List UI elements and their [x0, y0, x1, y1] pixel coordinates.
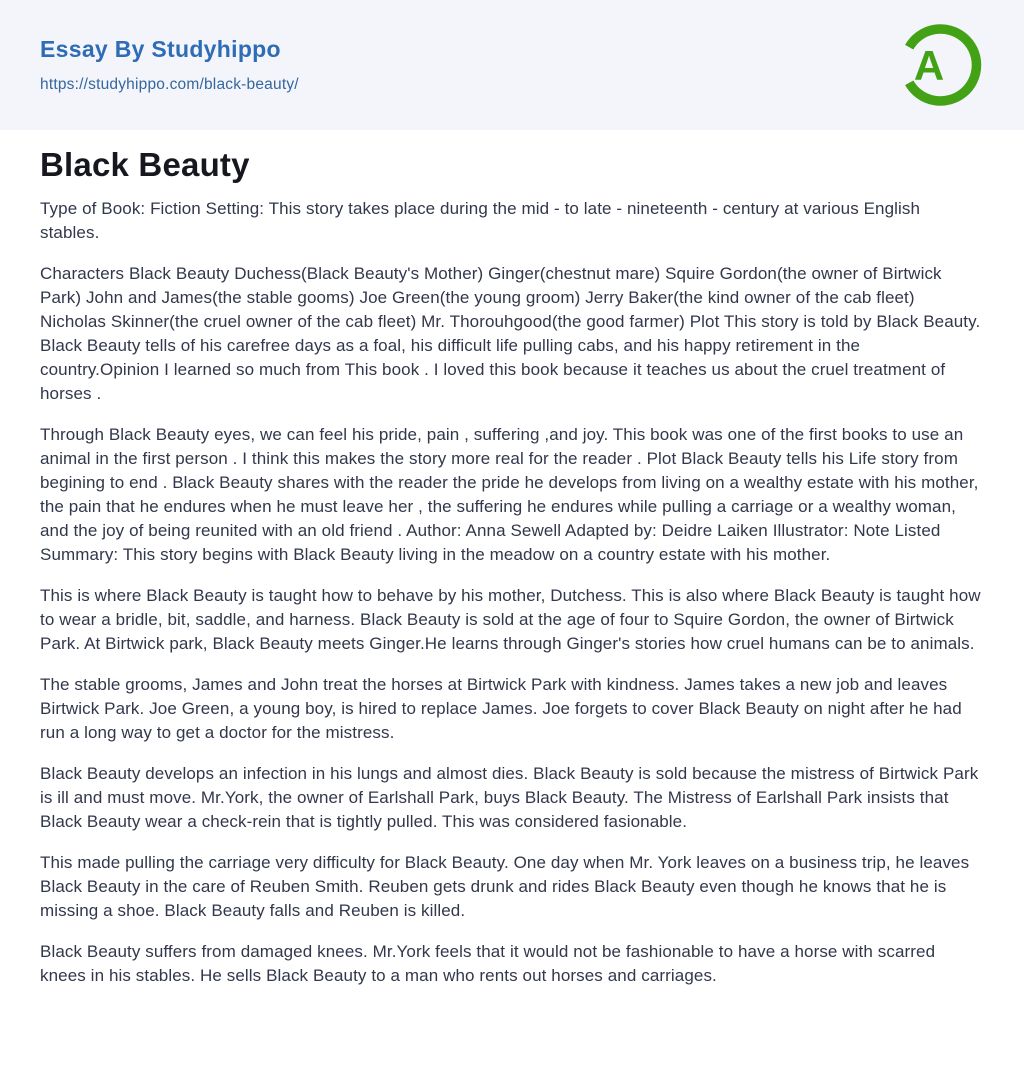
page-url-link[interactable]: https://studyhippo.com/black-beauty/ [40, 76, 299, 93]
essay-paragraph: Characters Black Beauty Duchess(Black Beauty's Mother) Ginger(chestnut mare) Squire Gordon(the owner of Birtwick Park) John and James(the stable gooms) Joe Green(the young groom) Jerry Baker(the kind owner of the cab fleet) Nicholas Skinner(the cruel owner of the cab fleet) Mr. Thorouhgood(the good farmer) Plot This story is told by Black Beauty. Black Beauty tells of his carefree days as a foal, his difficult life pulling cabs, and his happy retirement in the country.Opinion I learned so much from This book . I loved this book because it teaches us about the cruel treatment of horses . [40, 264, 981, 403]
essay-paragraph: Through Black Beauty eyes, we can feel his pride, pain , suffering ,and joy. This book was one of the first books to use an animal in the first person . I think this makes the story more real for the reader . Plot Black Beauty tells his Life story from begining to end . Black Beauty shares with the reader the pride he develops from living on a wealthy estate with his mother, the pain that he endures when he must leave her , the suffering he endures while pulling a carriage or a wealthy woman, and the joy of being reunited with an old friend . Author: Anna Sewell Adapted by: Deidre Laiken Illustrator: Note Listed Summary: This story begins with Black Beauty living in the meadow on a country estate with his mother. [40, 425, 979, 564]
logo-letter: A [913, 42, 945, 89]
essay-paragraph: This is where Black Beauty is taught how to behave by his mother, Dutchess. This is also where Black Beauty is taught how to wear a bridle, bit, saddle, and harness. Black Beauty is sold at the age of four to Squire Gordon, the owner of Birtwick Park. At Birtwick park, Black Beauty meets Ginger.He learns through Ginger's stories how cruel humans can be to animals. [40, 586, 981, 653]
essay-paragraph: Black Beauty develops an infection in his lungs and almost dies. Black Beauty is sold because the mistress of Birtwick Park is ill and must move. Mr.York, the owner of Earlshall Park, buys Black Beauty. The Mistress of Earlshall Park insists that Black Beauty wear a check-rein that is tightly pulled. This was considered fasionable. [40, 764, 979, 831]
header-text [40, 36, 299, 94]
essay-paragraph: Type of Book: Fiction Setting: This story takes place during the mid - to late - nineteenth - century at various English stables. [40, 199, 921, 242]
essay-title: Black Beauty [40, 146, 250, 183]
header [0, 0, 1024, 130]
essay-paragraph: The stable grooms, James and John treat the horses at Birtwick Park with kindness. James takes a new job and leaves Birtwick Park. Joe Green, a young boy, is hired to replace James. Joe forgets to cover Black Beauty on night after he had run a long way to get a doctor for the mistress. [40, 675, 962, 742]
essay-content [0, 130, 1024, 1035]
essay-paragraph: Black Beauty suffers from damaged knees. Mr.York feels that it would not be fashionable to have a horse with scarred knees in his stables. He sells Black Beauty to a man who rents out horses and carriages. [40, 942, 936, 985]
studyhippo-logo-icon [898, 23, 982, 107]
essay-paragraph: This made pulling the carriage very difficulty for Black Beauty. One day when Mr. York leaves on a business trip, he leaves Black Beauty in the care of Reuben Smith. Reuben gets drunk and rides Black Beauty even though he knows that he is missing a shoe. Black Beauty falls and Reuben is killed. [40, 853, 970, 920]
site-title: Essay By Studyhippo [40, 36, 281, 62]
